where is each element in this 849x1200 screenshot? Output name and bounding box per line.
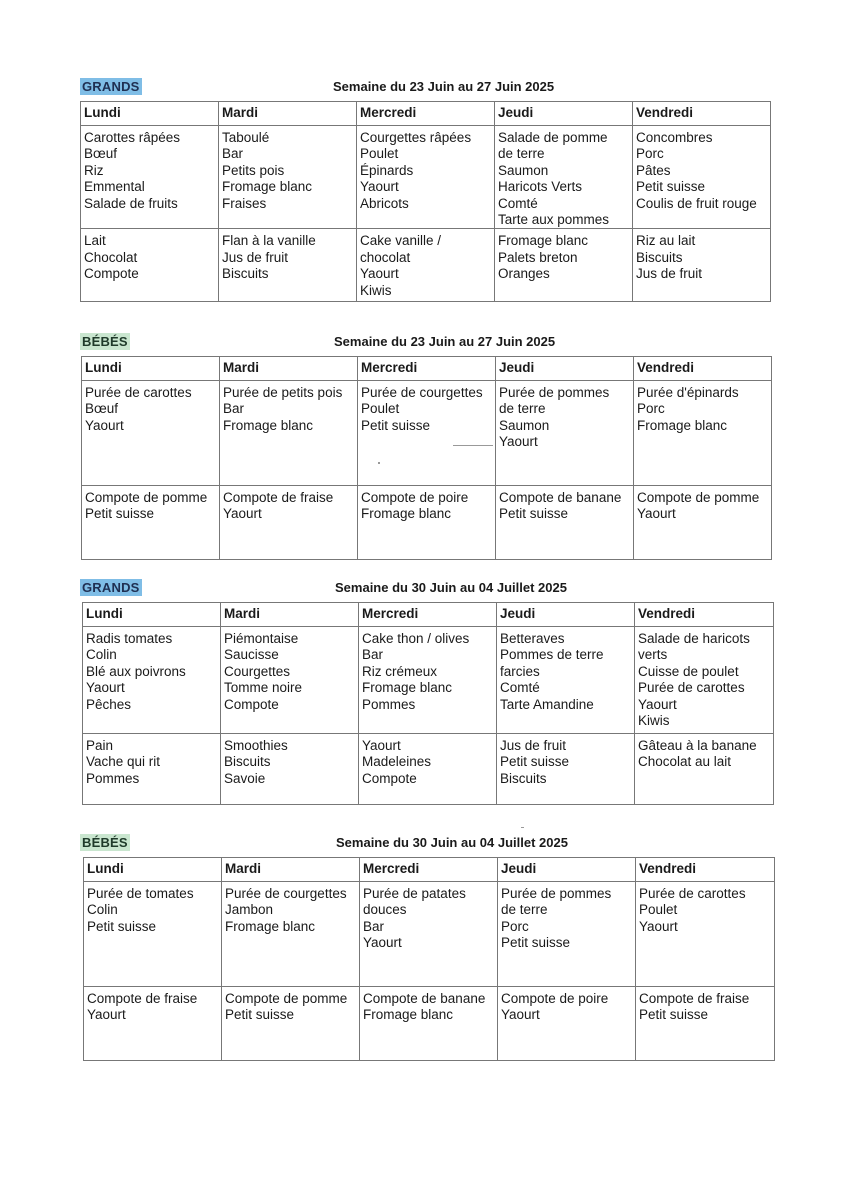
meal-item: Blé aux poivrons [86,663,186,679]
meal-item: Comté [500,680,540,696]
meal-cell [635,627,774,734]
meal-item: Carottes râpées [84,130,181,145]
group-badge: GRANDS [82,580,140,595]
meal-item: Petit suisse [361,417,431,433]
meal-cell [222,882,360,987]
meal-item: Porc [637,401,665,417]
meal-item: Pommes [362,696,416,712]
meal-item: Riz au lait [636,233,696,249]
day-header: Jeudi [497,603,635,627]
meal-item: Yaourt [638,696,677,712]
day-header-row [83,603,774,627]
meal-row-snack [83,734,774,805]
menu-section-2 [0,333,849,522]
meal-cell [222,987,360,1061]
meal-item: Saumon [498,162,549,178]
meal-row-main [81,126,771,229]
meal-cell [357,229,495,302]
meal-item: Kiwis [360,282,392,298]
meal-item: Lait [84,233,106,249]
meal-cell [634,486,772,560]
meal-cell [495,126,633,229]
meal-item: Poulet [639,902,678,918]
meal-item: Yaourt [637,506,676,522]
meal-item: Abricots [360,195,409,211]
menu-table [81,356,772,560]
meal-cell [82,486,220,560]
meal-item: Purée de tomates [87,886,194,901]
menu-table [80,101,771,302]
meal-cell [81,126,219,229]
meal-item: Fromage blanc [637,417,728,433]
meal-item: Madeleines [362,754,432,770]
group-badge: BÉBÉS [82,835,128,850]
day-header: Jeudi [495,102,633,126]
meal-item: Petit suisse [499,506,569,522]
day-header-row [81,102,771,126]
meal-cell [83,627,221,734]
day-header: Lundi [84,858,222,882]
meal-item: Biscuits [500,770,547,786]
meal-item: Riz crémeux [362,663,438,679]
meal-item: Purée de pommes [499,385,610,400]
meal-cell [634,381,772,486]
meal-cell [360,987,498,1061]
meal-item: de terre [501,902,548,918]
meal-cell [496,381,634,486]
meal-item: Pêches [86,696,132,712]
menu-table [82,602,774,805]
meal-item: douces [363,902,407,918]
meal-cell [497,627,635,734]
meal-cell [219,229,357,302]
meal-item: chocolat [360,249,411,265]
scan-speck [378,462,380,464]
meal-cell [636,987,775,1061]
meal-item: Piémontaise [224,631,299,646]
meal-item: Porc [501,918,529,934]
meal-cell [357,126,495,229]
meal-item: Biscuits [222,266,269,282]
meal-item: Biscuits [636,249,683,265]
meal-item: Tomme noire [224,680,303,696]
meal-item: Compote de pomme [637,490,760,505]
meal-item: Pâtes [636,162,671,178]
meal-item: Salade de fruits [84,195,178,211]
meal-item: Courgettes [224,663,291,679]
meal-row-snack [84,987,775,1061]
meal-item: verts [638,647,668,663]
meal-item: Jambon [225,902,274,918]
meal-item: Comté [498,195,538,211]
group-badge: GRANDS [82,79,140,94]
meal-item: Coulis de fruit rouge [636,195,757,211]
meal-item: de terre [499,401,546,417]
meal-item: Yaourt [85,417,124,433]
meal-item: Yaourt [363,935,402,951]
meal-item: Bar [223,401,245,417]
meal-item: Haricots Verts [498,179,583,195]
meal-item: Petit suisse [501,935,571,951]
day-header: Mardi [220,357,358,381]
meal-cell [358,381,496,486]
meal-cell [360,882,498,987]
week-title: Semaine du 30 Juin au 04 Juillet 2025 [336,835,568,850]
meal-item: Riz [84,162,104,178]
meal-item: Yaourt [499,434,538,450]
meal-item: Saumon [499,417,550,433]
meal-item: Tarte Amandine [500,696,594,712]
meal-cell [359,627,497,734]
day-header-row [84,858,775,882]
meal-item: Purée de carottes [639,886,746,901]
meal-item: Cuisse de poulet [638,663,739,679]
menu-section-4 [0,834,849,1023]
week-title: Semaine du 23 Juin au 27 Juin 2025 [333,79,555,94]
meal-cell [635,734,774,805]
meal-item: Bar [222,146,244,162]
meal-item: Emmental [84,179,145,195]
meal-item: Chocolat [84,249,138,265]
meal-item: Pommes [86,770,140,786]
meal-cell [496,486,634,560]
day-header: Mercredi [360,858,498,882]
meal-item: Pommes de terre [500,647,604,663]
meal-item: Flan à la vanille [222,233,316,249]
group-badge: BÉBÉS [82,334,128,349]
meal-item: de terre [498,146,545,162]
meal-cell [498,987,636,1061]
meal-item: Fraises [222,195,267,211]
meal-item: Concombres [636,130,713,145]
day-header: Lundi [82,357,220,381]
meal-item: Chocolat au lait [638,754,732,770]
meal-cell [358,486,496,560]
day-header: Mercredi [359,603,497,627]
meal-cell [81,229,219,302]
meal-item: Saucisse [224,647,279,663]
meal-row-main [82,381,772,486]
meal-row-main [83,627,774,734]
meal-item: Radis tomates [86,631,173,646]
meal-item: Purée de courgettes [225,886,347,901]
meal-item: Compote de pomme [85,490,208,505]
meal-item: Bar [362,647,384,663]
meal-item: Compote de poire [361,490,469,505]
menu-table [83,857,775,1061]
day-header: Vendredi [634,357,772,381]
meal-item: Épinards [360,162,414,178]
meal-item: Petit suisse [500,754,570,770]
meal-item: Kiwis [638,713,670,729]
meal-item: Salade de pomme [498,130,608,145]
meal-cell [221,627,359,734]
meal-item: Poulet [361,401,400,417]
day-header: Vendredi [633,102,771,126]
meal-item: Yaourt [360,179,399,195]
day-header: Lundi [81,102,219,126]
meal-cell [359,734,497,805]
meal-item: Betteraves [500,631,565,646]
menu-section-3 [0,579,849,786]
meal-item: Compote de pomme [225,991,348,1006]
meal-item: Yaourt [501,1007,540,1023]
meal-item: Purée de carottes [85,385,192,400]
day-header: Vendredi [635,603,774,627]
meal-item: Cake vanille / [360,233,442,249]
meal-item: Purée de carottes [638,680,745,696]
meal-cell [219,126,357,229]
meal-item: Palets breton [498,249,578,265]
meal-item: Vache qui rit [86,754,161,770]
meal-item: Taboulé [222,130,270,145]
meal-item: Petits pois [222,162,285,178]
meal-item: Jus de fruit [636,266,703,282]
meal-item: Yaourt [86,680,125,696]
day-header: Jeudi [496,357,634,381]
meal-item: Compote de banane [499,490,622,505]
meal-item: Compote [224,696,279,712]
day-header: Mardi [222,858,360,882]
meal-item: Compote de fraise [639,991,750,1006]
meal-cell [220,486,358,560]
meal-item: Colin [87,902,118,918]
menu-section-1 [0,78,849,298]
day-header: Lundi [83,603,221,627]
meal-item: Fromage blanc [361,506,452,522]
meal-item: Courgettes râpées [360,130,472,145]
meal-item: Bœuf [85,401,119,417]
meal-cell [498,882,636,987]
meal-item: Compote de fraise [223,490,334,505]
meal-cell [84,882,222,987]
meal-item: Bar [363,918,385,934]
meal-item: Petit suisse [636,179,706,195]
meal-item: Fromage blanc [498,233,589,249]
meal-item: Tarte aux pommes [498,212,610,228]
meal-item: Fromage blanc [222,179,313,195]
meal-item: Colin [86,647,117,663]
meal-item: Yaourt [639,918,678,934]
meal-cell [633,229,771,302]
day-header: Mardi [221,603,359,627]
meal-cell [495,229,633,302]
meal-item: Gâteau à la banane [638,738,757,753]
meal-item: Yaourt [360,266,399,282]
meal-item: Oranges [498,266,550,282]
meal-item: Compote [362,770,417,786]
meal-item: Savoie [224,770,266,786]
scan-speck [453,445,493,446]
day-header-row [82,357,772,381]
meal-item: Cake thon / olives [362,631,470,646]
meal-cell [220,381,358,486]
meal-item: Petit suisse [225,1007,295,1023]
meal-item: Petit suisse [87,918,157,934]
meal-cell [221,734,359,805]
meal-item: Yaourt [87,1007,126,1023]
meal-item: Purée de patates [363,886,466,901]
meal-item: Compote de banane [363,991,486,1006]
meal-item: Purée de courgettes [361,385,483,400]
meal-row-snack [82,486,772,560]
meal-item: Salade de haricots [638,631,750,646]
meal-item: Jus de fruit [500,738,567,753]
meal-item: Fromage blanc [362,680,453,696]
meal-item: Pain [86,738,114,753]
meal-item: Yaourt [362,738,401,753]
day-header: Jeudi [498,858,636,882]
meal-item: Porc [636,146,664,162]
meal-item: Biscuits [224,754,271,770]
meal-item: Purée de petits pois [223,385,343,400]
meal-cell [84,987,222,1061]
meal-item: Jus de fruit [222,249,289,265]
meal-row-snack [81,229,771,302]
meal-item: Smoothies [224,738,288,753]
meal-item: Yaourt [223,506,262,522]
meal-row-main [84,882,775,987]
scan-speck [521,827,524,828]
meal-item: Purée d'épinards [637,385,739,400]
meal-item: Bœuf [84,146,118,162]
meal-cell [83,734,221,805]
meal-item: Purée de pommes [501,886,612,901]
meal-cell [636,882,775,987]
meal-cell [82,381,220,486]
week-title: Semaine du 23 Juin au 27 Juin 2025 [334,334,556,349]
day-header: Mardi [219,102,357,126]
meal-item: Compote de fraise [87,991,198,1006]
meal-item: Petit suisse [639,1007,709,1023]
meal-item: Compote de poire [501,991,609,1006]
meal-item: Fromage blanc [225,918,316,934]
meal-item: Fromage blanc [223,417,314,433]
meal-cell [497,734,635,805]
meal-cell [633,126,771,229]
meal-item: Fromage blanc [363,1007,454,1023]
meal-item: Petit suisse [85,506,155,522]
day-header: Vendredi [636,858,775,882]
day-header: Mercredi [357,102,495,126]
day-header: Mercredi [358,357,496,381]
meal-item: farcies [500,663,540,679]
meal-item: Compote [84,266,139,282]
meal-item: Poulet [360,146,399,162]
week-title: Semaine du 30 Juin au 04 Juillet 2025 [335,580,567,595]
